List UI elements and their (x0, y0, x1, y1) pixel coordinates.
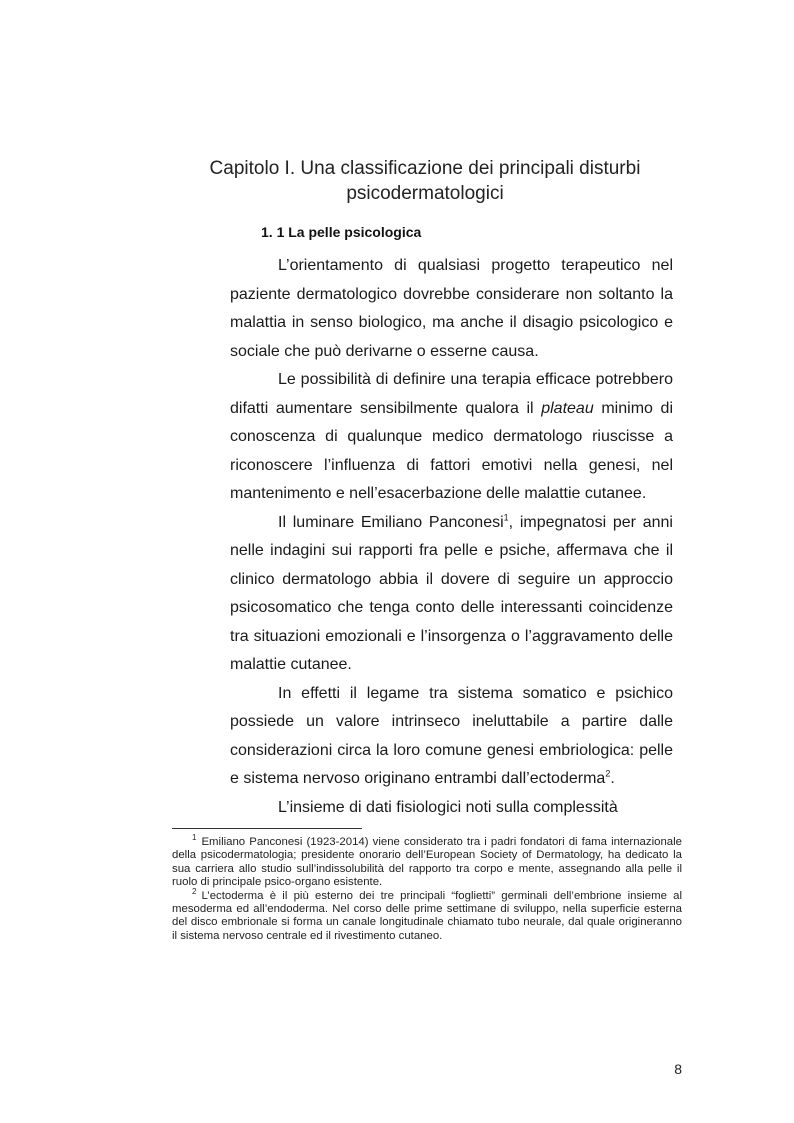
paragraph-1: L’orientamento di qualsiasi progetto terapeutico nel paziente dermatologico dovrebbe considerare non soltanto la malattia in senso biologico, ma anche il disagio psicologico e sociale che può derivarne o esserne causa. (230, 257, 673, 360)
chapter-title-line-1: Capitolo I. Una classificazione dei principali disturbi (209, 158, 641, 179)
footnote-separator (172, 828, 362, 829)
footnote-1-mark: 1 (192, 833, 197, 843)
footnote-ref-1[interactable]: 1 (503, 512, 509, 523)
section-heading: 1. 1 La pelle psicologica (261, 224, 422, 240)
paragraph-2 (230, 366, 673, 509)
body-text (230, 252, 673, 822)
paragraph-3-text-b: , impegnatosi per anni nelle indagini sui rapporti fra pelle e psiche, affermava che il clinico dermatologo abbia il dovere di seguire un approccio psicosomatico che tenga conto delle interessanti coincidenze tra situazioni emozionali e l’insorgenza o l’aggravamento delle malattie cutanee. (230, 513, 673, 673)
paragraph-2-text-a: Le possibilità di definire una terapia efficace potrebbero difatti aumentare sensibilmente qualora il (230, 371, 673, 417)
paragraph-4-text-a: In effetti il legame tra sistema somatico e psichico possiede un valore intrinseco ineluttabile a partire dalle considerazioni circa la loro comune genesi embriologica: pelle e sistema nervoso originano entrambi dall’ectoderma (230, 684, 673, 787)
footnote-2 (172, 886, 682, 944)
footnote-2-text: L’ectoderma è il più esterno dei tre principali “foglietti” germinali dell’embrione insieme al mesoderma ed all’endoderma. Nel corso delle prime settimane di sviluppo, nella superficie esterna del disco embrionale si forma un canale longitudinale chiamato tubo neurale, dal quale origineranno il sistema nervoso centrale ed il rivestimento cutaneo. (172, 889, 682, 942)
paragraph-4 (230, 680, 673, 794)
paragraph-4-text-b: . (610, 770, 615, 787)
page-number: 8 (674, 1061, 682, 1077)
chapter-title-line-2: psicodermatologici (346, 183, 504, 204)
paragraph-2-italic: plateau (541, 399, 594, 417)
footnote-ref-2[interactable]: 2 (605, 768, 611, 779)
paragraph-3-text-a: Il luminare Emiliano Panconesi (278, 513, 504, 531)
footnotes (172, 833, 682, 943)
paragraph-3 (230, 509, 673, 680)
footnote-1 (172, 833, 682, 890)
chapter-title (195, 156, 655, 206)
paragraph-2-text-b: minimo di conoscenza di qualunque medico dermatologo riuscisse a riconoscere l’influenza di fattori emotivi nella genesi, nel mantenimento e nell’esacerbazione delle malattie cutanee. (230, 399, 673, 502)
footnote-2-mark: 2 (192, 886, 197, 896)
footnote-1-text: Emiliano Panconesi (1923-2014) viene considerato tra i padri fondatori di fama internazionale della psicodermatologia; presidente onorario dell’European Society of Dermatology, ha dedicato la sua carriera allo studio sull’indissolubilità del rapporto tra corpo e mente, assegnando alla pelle il ruolo di principale psico-organo esistente. (172, 836, 682, 889)
paragraph-5: L’insieme di dati fisiologici noti sulla complessità (278, 798, 618, 816)
